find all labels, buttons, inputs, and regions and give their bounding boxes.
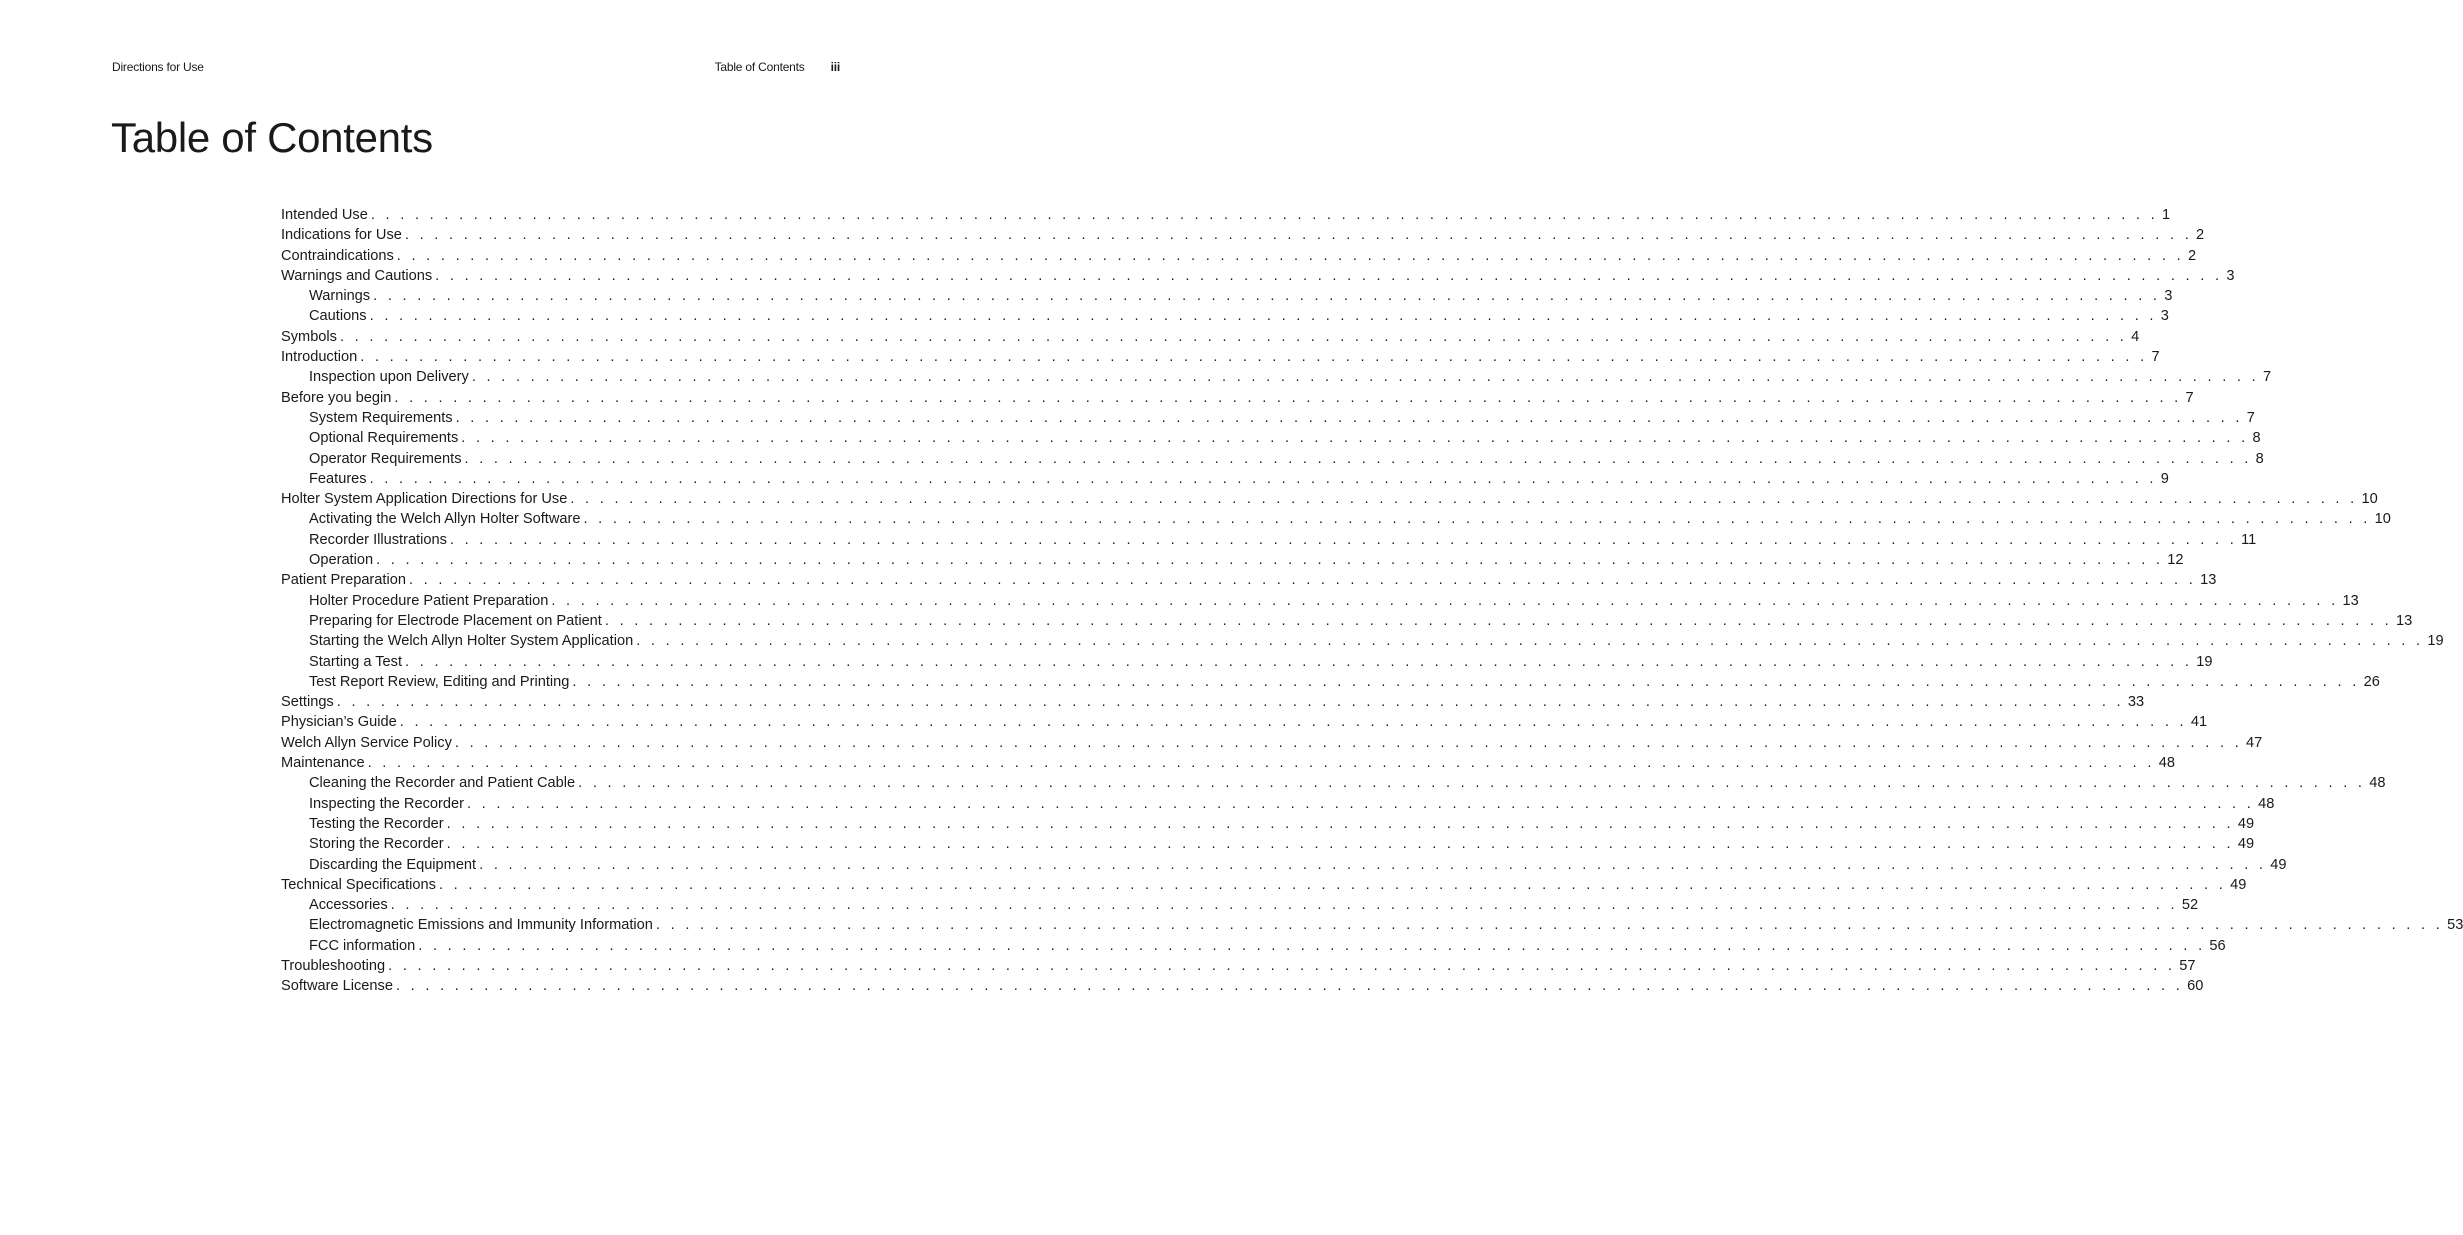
toc-entry[interactable]	[281, 449, 2264, 469]
toc-entry-page-number: 1	[2162, 207, 2171, 223]
toc-entry[interactable]	[281, 205, 2171, 225]
toc-entry-page-number: 8	[2255, 450, 2264, 467]
toc-entry[interactable]	[281, 570, 2217, 590]
toc-dot-leader: . . . . . . . . . . . . . . . . . . . . . . . . . . . . . . . . . . . . . . . . . . . . . . . . . . . . . . . . . . . . . . . . . . . . . . . . . . . . . . . . . . . . . . . . . . . . . . . . . . . . . . . . . . . . . . . . . . . . . . . . . .	[399, 714, 2187, 731]
toc-entry-page-number: 41	[2190, 714, 2208, 731]
toc-entry[interactable]	[281, 225, 2205, 245]
running-header-left: Directions for Use	[112, 60, 204, 74]
toc-dot-leader: . . . . . . . . . . . . . . . . . . . . . . . . . . . . . . . . . . . . . . . . . . . . . . . . . . . . . . . . . . . . . . . . . . . . . . . . . . . . . . . . . . . . . . . . . . . . . . . . . . . . . . . . . . . . . . . . . . . . . . . . . .	[570, 491, 2358, 508]
toc-entry-page-number: 2	[2196, 227, 2205, 244]
toc-entry-title: Activating the Welch Allyn Holter Software	[309, 511, 581, 528]
toc-entry[interactable]	[281, 489, 2378, 509]
toc-entry-title: Features	[309, 470, 367, 487]
toc-entry-title: Cautions	[309, 308, 367, 325]
toc-entry-title: Patient Preparation	[281, 572, 406, 589]
toc-entry[interactable]	[281, 347, 2160, 367]
toc-entry[interactable]	[281, 266, 2235, 286]
toc-entry-page-number: 2	[2187, 247, 2197, 264]
toc-entry-page-number: 49	[2270, 856, 2287, 873]
toc-entry[interactable]	[281, 692, 2145, 712]
toc-entry-title: Accessories	[309, 897, 388, 914]
toc-entry-title: FCC information	[309, 937, 416, 954]
toc-entry-title: Intended Use	[281, 207, 368, 223]
toc-entry-title: Warnings and Cautions	[281, 267, 433, 284]
toc-entry[interactable]	[281, 367, 2272, 387]
toc-entry[interactable]	[281, 712, 2208, 732]
toc-dot-leader: . . . . . . . . . . . . . . . . . . . . . . . . . . . . . . . . . . . . . . . . . . . . . . . . . . . . . . . . . . . . . . . . . . . . . . . . . . . . . . . . . . . . . . . . . . . . . . . . . . . . . . . . . . . . . . . . . . . . . . . . . .	[339, 328, 2128, 345]
toc-entry[interactable]	[281, 631, 2444, 651]
toc-dot-leader: . . . . . . . . . . . . . . . . . . . . . . . . . . . . . . . . . . . . . . . . . . . . . . . . . . . . . . . . . . . . . . . . . . . . . . . . . . . . . . . . . . . . . . . . . . . . . . . . . . . . . . . . . . . . . . . . . . . . . . . . . .	[394, 389, 2182, 406]
toc-entry-page-number: 48	[2258, 795, 2275, 812]
toc-entry-page-number: 10	[2361, 491, 2378, 508]
toc-entry-title: Test Report Review, Editing and Printing	[309, 673, 570, 690]
toc-dot-leader: . . . . . . . . . . . . . . . . . . . . . . . . . . . . . . . . . . . . . . . . . . . . . . . . . . . . . . . . . . . . . . . . . . . . . . . . . . . . . . . . . . . . . . . . . . . . . . . . . . . . . . . . . . . . . . . . . . . . . . . . . .	[636, 633, 2424, 650]
toc-dot-leader: . . . . . . . . . . . . . . . . . . . . . . . . . . . . . . . . . . . . . . . . . . . . . . . . . . . . . . . . . . . . . . . . . . . . . . . . . . . . . . . . . . . . . . . . . . . . . . . . . . . . . . . . . . . . . . . . . . . . . . . . . .	[336, 694, 2124, 711]
toc-entry-title: Recorder Illustrations	[309, 531, 447, 548]
toc-entry-page-number: 3	[2164, 288, 2173, 305]
toc-entry-page-number: 13	[2396, 612, 2413, 629]
toc-dot-leader: . . . . . . . . . . . . . . . . . . . . . . . . . . . . . . . . . . . . . . . . . . . . . . . . . . . . . . . . . . . . . . . . . . . . . . . . . . . . . . . . . . . . . . . . . . . . . . . . . . . . . . . . . . . . . . . . . . . . . . . . . .	[583, 511, 2371, 528]
toc-entry-page-number: 3	[2160, 308, 2169, 325]
toc-entry-title: Optional Requirements	[309, 430, 459, 447]
toc-entry-title: Welch Allyn Service Policy	[281, 734, 452, 751]
toc-entry-title: Operator Requirements	[309, 450, 462, 467]
toc-entry-page-number: 19	[2196, 653, 2213, 670]
toc-entry-title: System Requirements	[309, 409, 453, 426]
toc-dot-leader: . . . . . . . . . . . . . . . . . . . . . . . . . . . . . . . . . . . . . . . . . . . . . . . . . . . . . . . . . . . . . . . . . . . . . . . . . . . . . . . . . . . . . . . . . . . . . . . . . . . . . . . . . . . . . . . . . . . . . . . . . .	[466, 795, 2255, 812]
toc-entry[interactable]	[281, 875, 2247, 895]
toc-entry-page-number: 7	[2262, 369, 2272, 386]
toc-entry-title: Inspection upon Delivery	[309, 369, 469, 386]
toc-entry[interactable]	[281, 428, 2261, 448]
toc-entry-title: Cleaning the Recorder and Patient Cable	[309, 775, 576, 792]
toc-dot-leader: . . . . . . . . . . . . . . . . . . . . . . . . . . . . . . . . . . . . . . . . . . . . . . . . . . . . . . . . . . . . . . . . . . . . . . . . . . . . . . . . . . . . . . . . . . . . . . . . . . . . . . . . . . . . . . . . . . . . . . . . . .	[464, 450, 2252, 467]
toc-entry[interactable]	[281, 652, 2213, 672]
toc-dot-leader: . . . . . . . . . . . . . . . . . . . . . . . . . . . . . . . . . . . . . . . . . . . . . . . . . . . . . . . . . . . . . . . . . . . . . . . . . . . . . . . . . . . . . . . . . . . . . . . . . . . . . . . . . . . . . . . . . . . . . . . . . .	[396, 247, 2184, 264]
toc-entry-page-number: 60	[2187, 978, 2204, 995]
toc-entry-title: Troubleshooting	[281, 957, 386, 974]
toc-entry-title: Before you begin	[281, 389, 392, 406]
toc-entry[interactable]	[281, 550, 2184, 570]
toc-entry[interactable]	[281, 915, 2463, 935]
toc-entry-title: Storing the Recorder	[309, 836, 444, 853]
toc-entry-page-number: 53	[2447, 917, 2463, 934]
toc-entry-page-number: 7	[2185, 389, 2194, 406]
toc-entry-page-number: 8	[2252, 430, 2261, 447]
toc-entry-page-number: 9	[2160, 470, 2169, 487]
toc-entry-title: Operation	[309, 552, 374, 569]
toc-dot-leader: . . . . . . . . . . . . . . . . . . . . . . . . . . . . . . . . . . . . . . . . . . . . . . . . . . . . . . . . . . . . . . . . . . . . . . . . . . . . . . . . . . . . . . . . . . . . . . . . . . . . . . . . . . . . . . . . . . . . . . . . . .	[435, 267, 2223, 284]
toc-entry-page-number: 57	[2179, 957, 2196, 974]
toc-dot-leader: . . . . . . . . . . . . . . . . . . . . . . . . . . . . . . . . . . . . . . . . . . . . . . . . . . . . . . . . . . . . . . . . . . . . . . . . . . . . . . . . . . . . . . . . . . . . . . . . . . . . . . . . . . . . . . . . . . . . . . . . . .	[655, 917, 2444, 934]
toc-dot-leader: . . . . . . . . . . . . . . . . . . . . . . . . . . . . . . . . . . . . . . . . . . . . . . . . . . . . . . . . . . . . . . . . . . . . . . . . . . . . . . . . . . . . . . . . . . . . . . . . . . . . . . . . . . . . . . . . . . . . . . . . . .	[408, 572, 2197, 589]
toc-dot-leader: . . . . . . . . . . . . . . . . . . . . . . . . . . . . . . . . . . . . . . . . . . . . . . . . . . . . . . . . . . . . . . . . . . . . . . . . . . . . . . . . . . . . . . . . . . . . . . . . . . . . . . . . . . . . . . . . . . . . . . . . . .	[455, 409, 2243, 426]
toc-entry[interactable]	[281, 306, 2169, 326]
toc-entry-page-number: 11	[2241, 531, 2257, 548]
toc-dot-leader: . . . . . . . . . . . . . . . . . . . . . . . . . . . . . . . . . . . . . . . . . . . . . . . . . . . . . . . . . . . . . . . . . . . . . . . . . . . . . . . . . . . . . . . . . . . . . . . . . . . . . . . . . . . . . . . . . . . . . . . . . .	[471, 369, 2259, 386]
toc-entry-page-number: 3	[2226, 267, 2235, 284]
toc-dot-leader: . . . . . . . . . . . . . . . . . . . . . . . . . . . . . . . . . . . . . . . . . . . . . . . . . . . . . . . . . . . . . . . . . . . . . . . . . . . . . . . . . . . . . . . . . . . . . . . . . . . . . . . . . . . . . . . . . . . . . . . . . .	[449, 531, 2238, 548]
toc-entry[interactable]	[281, 895, 2199, 915]
toc-dot-leader: . . . . . . . . . . . . . . . . . . . . . . . . . . . . . . . . . . . . . . . . . . . . . . . . . . . . . . . . . . . . . . . . . . . . . . . . . . . . . . . . . . . . . . . . . . . . . . . . . . . . . . . . . . . . . . . . . . . . . . . . . .	[604, 612, 2393, 629]
toc-entry-page-number: 48	[2158, 755, 2175, 772]
toc-dot-leader: . . . . . . . . . . . . . . . . . . . . . . . . . . . . . . . . . . . . . . . . . . . . . . . . . . . . . . . . . . . . . . . . . . . . . . . . . . . . . . . . . . . . . . . . . . . . . . . . . . . . . . . . . . . . . . . . . . . . . . . . . .	[446, 815, 2234, 832]
toc-entry[interactable]	[281, 469, 2169, 489]
toc-entry[interactable]	[281, 773, 2386, 793]
toc-entry-title: Warnings	[309, 288, 371, 305]
toc-dot-leader: . . . . . . . . . . . . . . . . . . . . . . . . . . . . . . . . . . . . . . . . . . . . . . . . . . . . . . . . . . . . . . . . . . . . . . . . . . . . . . . . . . . . . . . . . . . . . . . . . . . . . . . . . . . . . . . . . . . . . . . . . .	[373, 288, 2161, 305]
toc-entry[interactable]	[281, 509, 2391, 529]
toc-dot-leader: . . . . . . . . . . . . . . . . . . . . . . . . . . . . . . . . . . . . . . . . . . . . . . . . . . . . . . . . . . . . . . . . . . . . . . . . . . . . . . . . . . . . . . . . . . . . . . . . . . . . . . . . . . . . . . . . . . . . . . . . . .	[551, 592, 2339, 609]
toc-entry-title: Testing the Recorder	[309, 815, 444, 832]
toc-entry-page-number: 49	[2237, 815, 2255, 832]
toc-entry-title: Physician’s Guide	[281, 714, 397, 731]
toc-dot-leader: . . . . . . . . . . . . . . . . . . . . . . . . . . . . . . . . . . . . . . . . . . . . . . . . . . . . . . . . . . . . . . . . . . . . . . . . . . . . . . . . . . . . . . . . . . . . . . . . . . . . . . . . . . . . . . . . . . . . . . . . . .	[438, 876, 2227, 893]
toc-entry-title: Contraindications	[281, 247, 394, 264]
toc-entry-title: Indications for Use	[281, 227, 402, 244]
toc-entry-title: Settings	[281, 694, 334, 711]
toc-entry[interactable]	[281, 286, 2173, 306]
toc-dot-leader: . . . . . . . . . . . . . . . . . . . . . . . . . . . . . . . . . . . . . . . . . . . . . . . . . . . . . . . . . . . . . . . . . . . . . . . . . . . . . . . . . . . . . . . . . . . . . . . . . . . . . . . . . . . . . . . . . . . . . . . . . .	[388, 957, 2176, 974]
toc-entry[interactable]	[281, 753, 2175, 773]
toc-dot-leader: . . . . . . . . . . . . . . . . . . . . . . . . . . . . . . . . . . . . . . . . . . . . . . . . . . . . . . . . . . . . . . . . . . . . . . . . . . . . . . . . . . . . . . . . . . . . . . . . . . . . . . . . . . . . . . . . . . . . . . . . . .	[479, 856, 2267, 873]
toc-dot-leader: . . . . . . . . . . . . . . . . . . . . . . . . . . . . . . . . . . . . . . . . . . . . . . . . . . . . . . . . . . . . . . . . . . . . . . . . . . . . . . . . . . . . . . . . . . . . . . . . . . . . . . . . . . . . . . . . . . . . . . . . . .	[454, 734, 2243, 751]
toc-entry[interactable]	[281, 936, 2226, 956]
toc-dot-leader: . . . . . . . . . . . . . . . . . . . . . . . . . . . . . . . . . . . . . . . . . . . . . . . . . . . . . . . . . . . . . . . . . . . . . . . . . . . . . . . . . . . . . . . . . . . . . . . . . . . . . . . . . . . . . . . . . . . . . . . . . .	[360, 349, 2148, 366]
toc-entry-page-number: 10	[2374, 511, 2391, 528]
toc-entry[interactable]	[281, 327, 2140, 347]
toc-entry[interactable]	[281, 530, 2257, 550]
toc-entry[interactable]	[281, 834, 2255, 854]
toc-entry-title: Starting a Test	[309, 653, 403, 670]
toc-dot-leader: . . . . . . . . . . . . . . . . . . . . . . . . . . . . . . . . . . . . . . . . . . . . . . . . . . . . . . . . . . . . . . . . . . . . . . . . . . . . . . . . . . . . . . . . . . . . . . . . . . . . . . . . . . . . . . . . . . . . . . . . . .	[405, 653, 2193, 670]
toc-dot-leader: . . . . . . . . . . . . . . . . . . . . . . . . . . . . . . . . . . . . . . . . . . . . . . . . . . . . . . . . . . . . . . . . . . . . . . . . . . . . . . . . . . . . . . . . . . . . . . . . . . . . . . . . . . . . . . . . . . . . . . . . . .	[461, 430, 2249, 447]
toc-entry[interactable]	[281, 611, 2413, 631]
toc-entry-page-number: 47	[2246, 734, 2263, 751]
toc-entry[interactable]	[281, 388, 2194, 408]
toc-entry[interactable]	[281, 855, 2287, 875]
toc-dot-leader: . . . . . . . . . . . . . . . . . . . . . . . . . . . . . . . . . . . . . . . . . . . . . . . . . . . . . . . . . . . . . . . . . . . . . . . . . . . . . . . . . . . . . . . . . . . . . . . . . . . . . . . . . . . . . . . . . . . . . . . . . .	[367, 755, 2155, 772]
toc-entry[interactable]	[281, 246, 2197, 266]
toc-entry[interactable]	[281, 672, 2380, 692]
running-header-right	[715, 60, 840, 74]
toc-entry-title: Software License	[281, 978, 393, 995]
toc-entry-page-number: 19	[2427, 633, 2444, 650]
toc-entry-page-number: 7	[2151, 349, 2160, 366]
toc-entry-page-number: 26	[2363, 673, 2380, 690]
toc-dot-leader: . . . . . . . . . . . . . . . . . . . . . . . . . . . . . . . . . . . . . . . . . . . . . . . . . . . . . . . . . . . . . . . . . . . . . . . . . . . . . . . . . . . . . . . . . . . . . . . . . . . . . . . . . . . . . . . . . . . . . . . . . .	[572, 673, 2360, 690]
toc-entry-page-number: 12	[2167, 552, 2184, 569]
page-number: iii	[830, 60, 840, 74]
toc-entry-title: Inspecting the Recorder	[309, 795, 464, 812]
toc-entry-title: Holter System Application Directions for Use	[281, 491, 568, 508]
toc-entry[interactable]	[281, 591, 2359, 611]
toc-dot-leader: . . . . . . . . . . . . . . . . . . . . . . . . . . . . . . . . . . . . . . . . . . . . . . . . . . . . . . . . . . . . . . . . . . . . . . . . . . . . . . . . . . . . . . . . . . . . . . . . . . . . . . . . . . . . . . . . . . . . . . . . . .	[369, 308, 2157, 325]
toc-entry-title: Discarding the Equipment	[309, 856, 477, 873]
toc-entry-page-number: 49	[2237, 836, 2255, 853]
toc-dot-leader: . . . . . . . . . . . . . . . . . . . . . . . . . . . . . . . . . . . . . . . . . . . . . . . . . . . . . . . . . . . . . . . . . . . . . . . . . . . . . . . . . . . . . . . . . . . . . . . . . . . . . . . . . . . . . . . . . . . . . . . . . .	[404, 227, 2193, 244]
toc-entry-title: Starting the Welch Allyn Holter System Application	[309, 633, 634, 650]
page-title: Table of Contents	[111, 114, 433, 161]
toc-entry-title: Symbols	[281, 328, 337, 345]
toc-entry-page-number: 49	[2230, 876, 2247, 893]
toc-entry-title: Preparing for Electrode Placement on Patient	[309, 612, 602, 629]
toc-entry[interactable]	[281, 794, 2275, 814]
toc-entry-page-number: 13	[2200, 572, 2217, 589]
toc-entry-page-number: 7	[2246, 409, 2255, 426]
toc-entry-title: Introduction	[281, 349, 358, 366]
toc-entry-page-number: 48	[2369, 775, 2386, 792]
toc-entry-title: Maintenance	[281, 755, 365, 772]
toc-entry[interactable]	[281, 408, 2255, 428]
table-of-contents	[281, 205, 2463, 997]
toc-entry[interactable]	[281, 956, 2196, 976]
toc-dot-leader: . . . . . . . . . . . . . . . . . . . . . . . . . . . . . . . . . . . . . . . . . . . . . . . . . . . . . . . . . . . . . . . . . . . . . . . . . . . . . . . . . . . . . . . . . . . . . . . . . . . . . . . . . . . . . . . . . . . . . . . . . .	[390, 897, 2178, 914]
toc-dot-leader: . . . . . . . . . . . . . . . . . . . . . . . . . . . . . . . . . . . . . . . . . . . . . . . . . . . . . . . . . . . . . . . . . . . . . . . . . . . . . . . . . . . . . . . . . . . . . . . . . . . . . . . . . . . . . . . . . . . . . . . . . .	[395, 978, 2184, 995]
toc-entry[interactable]	[281, 733, 2263, 753]
running-header-section: Table of Contents	[714, 60, 805, 74]
toc-dot-leader: . . . . . . . . . . . . . . . . . . . . . . . . . . . . . . . . . . . . . . . . . . . . . . . . . . . . . . . . . . . . . . . . . . . . . . . . . . . . . . . . . . . . . . . . . . . . . . . . . . . . . . . . . . . . . . . . . . . . . . . . . .	[418, 937, 2206, 954]
toc-entry-page-number: 56	[2209, 937, 2226, 954]
toc-dot-leader: . . . . . . . . . . . . . . . . . . . . . . . . . . . . . . . . . . . . . . . . . . . . . . . . . . . . . . . . . . . . . . . . . . . . . . . . . . . . . . . . . . . . . . . . . . . . . . . . . . . . . . . . . . . . . . . . . . . . . . . . . .	[369, 470, 2157, 487]
toc-entry-title: Holter Procedure Patient Preparation	[309, 592, 549, 609]
toc-entry-page-number: 13	[2342, 592, 2359, 609]
toc-entry-page-number: 4	[2131, 328, 2140, 345]
toc-entry-title: Technical Specifications	[281, 876, 436, 893]
toc-entry-page-number: 52	[2181, 897, 2199, 914]
toc-entry-page-number: 33	[2127, 694, 2145, 711]
toc-dot-leader: . . . . . . . . . . . . . . . . . . . . . . . . . . . . . . . . . . . . . . . . . . . . . . . . . . . . . . . . . . . . . . . . . . . . . . . . . . . . . . . . . . . . . . . . . . . . . . . . . . . . . . . . . . . . . . . . . . . . . . . . . .	[446, 836, 2234, 853]
toc-entry[interactable]	[281, 814, 2255, 834]
toc-dot-leader: . . . . . . . . . . . . . . . . . . . . . . . . . . . . . . . . . . . . . . . . . . . . . . . . . . . . . . . . . . . . . . . . . . . . . . . . . . . . . . . . . . . . . . . . . . . . . . . . . . . . . . . . . . . . . . . . . . . . . . . . . .	[370, 207, 2158, 223]
toc-entry-title: Electromagnetic Emissions and Immunity Information	[309, 917, 653, 934]
toc-dot-leader: . . . . . . . . . . . . . . . . . . . . . . . . . . . . . . . . . . . . . . . . . . . . . . . . . . . . . . . . . . . . . . . . . . . . . . . . . . . . . . . . . . . . . . . . . . . . . . . . . . . . . . . . . . . . . . . . . . . . . . . . . .	[578, 775, 2366, 792]
toc-entry[interactable]	[281, 976, 2204, 996]
toc-dot-leader: . . . . . . . . . . . . . . . . . . . . . . . . . . . . . . . . . . . . . . . . . . . . . . . . . . . . . . . . . . . . . . . . . . . . . . . . . . . . . . . . . . . . . . . . . . . . . . . . . . . . . . . . . . . . . . . . . . . . . . . . . .	[376, 552, 2164, 569]
